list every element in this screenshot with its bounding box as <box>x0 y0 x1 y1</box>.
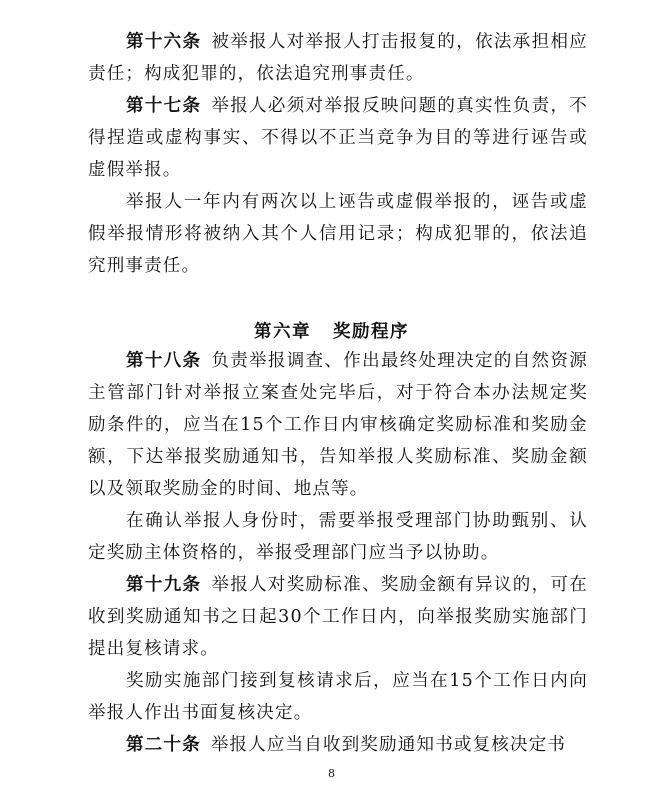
article-19-paragraph <box>88 569 588 665</box>
paragraph-text: 举报人对奖励标准、奖励金额有异议的，可在收到奖励通知书之日起30个工作日内，向举报奖励实施部门提出复核请求。 <box>88 575 588 659</box>
paragraph-text: 举报人必须对举报反映问题的真实性负责，不得捏造或虚构事实、不得以不正当竞争为目的等进行诬告或虚假举报。 <box>88 96 588 180</box>
article-20-paragraph <box>88 729 588 761</box>
article-number: 第二十条 <box>126 735 201 755</box>
paragraph-text: 举报人一年内有两次以上诬告或虚假举报的，诬告或虚假举报情形将被纳入其个人信用记录；构成犯罪的，依法追究刑事责任。 <box>88 192 588 276</box>
article-number: 第十六条 <box>126 32 202 52</box>
chapter-title: 奖励程序 <box>333 322 409 342</box>
paragraph-text: 被举报人对举报人打击报复的，依法承担相应责任；构成犯罪的，依法追究刑事责任。 <box>88 32 588 84</box>
paragraph-text: 负责举报调查、作出最终处理决定的自然资源主管部门针对举报立案查处完毕后，对于符合本办法规定奖励条件的，应当在15个工作日内审核确定奖励标准和奖励金额，下达举报奖励通知书，告知举报人奖励标准、奖励金额以及领取奖励金的时间、地点等。 <box>88 351 588 499</box>
chapter-number: 第六章 <box>254 322 311 342</box>
paragraph-text: 奖励实施部门接到复核请求后，应当在15个工作日内向举报人作出书面复核决定。 <box>88 671 588 723</box>
article-number: 第十九条 <box>126 575 202 595</box>
article-18-sub-paragraph <box>88 505 588 569</box>
article-number: 第十七条 <box>126 96 202 116</box>
paragraph-text: 举报人应当自收到奖励通知书或复核决定书 <box>210 735 567 755</box>
article-16-paragraph <box>88 26 588 90</box>
article-17-sub-paragraph <box>88 186 588 282</box>
article-17-paragraph <box>88 90 588 186</box>
article-number: 第十八条 <box>126 351 202 371</box>
chapter-heading <box>0 318 663 343</box>
page-number: 8 <box>328 767 335 780</box>
article-19-sub-paragraph <box>88 665 588 729</box>
article-18-paragraph <box>88 345 588 505</box>
paragraph-text: 在确认举报人身份时，需要举报受理部门协助甄别、认定奖励主体资格的，举报受理部门应当予以协助。 <box>88 511 588 563</box>
